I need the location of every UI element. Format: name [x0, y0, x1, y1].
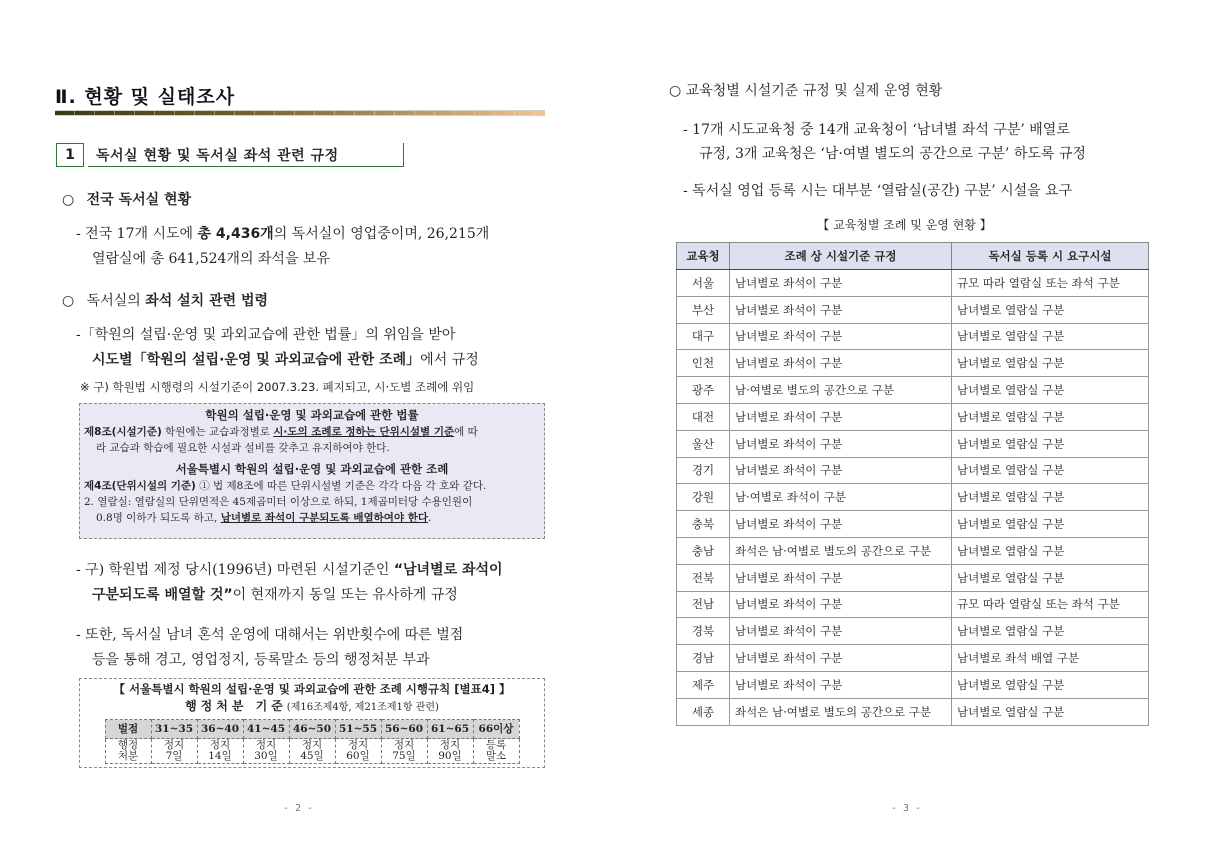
cell-registration: 남녀별로 열람실 구분 [952, 403, 1149, 430]
cell-registration: 남녀별로 열람실 구분 [952, 671, 1149, 698]
national-status-line-2: 열람실에 총 641,524개의 좌석을 보유 [92, 251, 330, 267]
cell-ordinance: 좌석은 남·여별로 별도의 공간으로 구분 [730, 698, 952, 725]
edu-office-table [676, 242, 1149, 726]
cell-registration: 남녀별로 열람실 구분 [952, 377, 1149, 404]
penalty-box-subtitle: 행정처분 기준(제16조제4항, 제21조제1항 관련) [185, 699, 439, 713]
cell-registration: 남녀별로 열람실 구분 [952, 457, 1149, 484]
circle-bullet-icon: ○ [62, 293, 75, 309]
cell-office: 광주 [677, 377, 730, 404]
cell-office: 인천 [677, 350, 730, 377]
table-row [677, 377, 1149, 404]
table-row [677, 564, 1149, 591]
cell-office: 부산 [677, 296, 730, 323]
cell-registration: 규모 따라 열람실 또는 좌석 구분 [952, 270, 1149, 297]
cell-ordinance: 남녀별로 좌석이 구분 [730, 618, 952, 645]
penalty-standard-box [79, 678, 545, 768]
legacy-standard-line-1: - 구) 학원법 제정 당시(1996년) 마련된 시설기준인 “남녀별로 좌석이 [76, 562, 503, 578]
section-heading [56, 143, 404, 167]
edu-office-line-1: - 17개 시도교육청 중 14개 교육청이 ‘남녀별 좌석 구분’ 배열로 [683, 122, 1070, 138]
table-row [677, 296, 1149, 323]
cell-office: 전북 [677, 564, 730, 591]
table-row [677, 671, 1149, 698]
penalty-table-header: 벌점 31~35 36~40 41~45 46~50 51~55 56~60 61~65 66이상 [105, 720, 519, 739]
penalty-line-1: - 또한, 독서실 남녀 혼석 운영에 대해서는 위반횟수에 따른 벌점 [76, 627, 464, 643]
col-header-office: 교육청 [677, 243, 730, 270]
cell-office: 울산 [677, 430, 730, 457]
cell-registration: 남녀별로 열람실 구분 [952, 698, 1149, 725]
section-title: 독서실 현황 및 독서실 좌석 관련 규정 [88, 143, 404, 167]
cell-office: 경남 [677, 645, 730, 672]
cell-registration: 남녀별로 열람실 구분 [952, 511, 1149, 538]
table-row [677, 350, 1149, 377]
cell-ordinance: 남녀별로 좌석이 구분 [730, 591, 952, 618]
cell-registration: 남녀별로 열람실 구분 [952, 296, 1149, 323]
cell-registration: 남녀별로 열람실 구분 [952, 323, 1149, 350]
cell-registration: 남녀별로 열람실 구분 [952, 484, 1149, 511]
table-row [677, 430, 1149, 457]
cell-ordinance: 남녀별로 좌석이 구분 [730, 270, 952, 297]
cell-ordinance: 남녀별로 좌석이 구분 [730, 430, 952, 457]
edu-office-line-2: 규정, 3개 교육청은 ‘남·여별 별도의 공간으로 구분’ 하도록 규정 [699, 146, 1086, 162]
table-row [677, 511, 1149, 538]
table-row [677, 537, 1149, 564]
cell-ordinance: 남녀별로 좌석이 구분 [730, 457, 952, 484]
cell-registration: 남녀별로 열람실 구분 [952, 430, 1149, 457]
chapter-title: Ⅱ. 현황 및 실태조사 [55, 86, 236, 108]
cell-registration: 남녀별로 좌석 배열 구분 [952, 645, 1149, 672]
cell-office: 충남 [677, 537, 730, 564]
penalty-line-2: 등을 통해 경고, 영업정지, 등록말소 등의 행정처분 부과 [92, 652, 430, 668]
section-number: 1 [56, 143, 84, 167]
cell-registration: 남녀별로 열람실 구분 [952, 618, 1149, 645]
cell-ordinance: 남·여별로 좌석이 구분 [730, 484, 952, 511]
cell-ordinance: 좌석은 남·여별로 별도의 공간으로 구분 [730, 537, 952, 564]
cell-office: 대구 [677, 323, 730, 350]
cell-registration: 남녀별로 열람실 구분 [952, 350, 1149, 377]
table-header-row [677, 243, 1149, 270]
table-row [677, 323, 1149, 350]
cell-office: 대전 [677, 403, 730, 430]
table-row [677, 457, 1149, 484]
table-row [677, 618, 1149, 645]
item-seat-law-heading: ○ 독서실의 좌석 설치 관련 법령 [62, 293, 269, 309]
cell-registration: 규모 따라 열람실 또는 좌석 구분 [952, 591, 1149, 618]
cell-office: 세종 [677, 698, 730, 725]
cell-ordinance: 남녀별로 좌석이 구분 [730, 323, 952, 350]
cell-ordinance: 남녀별로 좌석이 구분 [730, 671, 952, 698]
cell-office: 충북 [677, 511, 730, 538]
law-excerpt-box [79, 403, 545, 539]
edu-office-heading: ○ 교육청별 시설기준 규정 및 실제 운영 현황 [669, 83, 943, 99]
ordinance-title: 서울특별시 학원의 설립·운영 및 과외교습에 관한 조례 [175, 462, 449, 476]
law-title: 학원의 설립·운영 및 과외교습에 관한 법률 [205, 408, 419, 422]
cell-office: 서울 [677, 270, 730, 297]
table-row [677, 403, 1149, 430]
table-row [677, 645, 1149, 672]
page-number: - 2 - [283, 803, 314, 814]
cell-ordinance: 남녀별로 좌석이 구분 [730, 403, 952, 430]
col-header-registration: 독서실 등록 시 요구시설 [952, 243, 1149, 270]
edu-office-line-3: - 독서실 영업 등록 시는 대부분 ‘열람실(공간) 구분’ 시설을 요구 [683, 183, 1073, 199]
chapter-divider-bar [55, 110, 545, 116]
item-national-status-heading: ○ 전국 독서실 현황 [62, 192, 192, 208]
page-number: - 3 - [891, 803, 922, 814]
table-row [677, 698, 1149, 725]
article-8-line: 제8조(시설기준) 학원에는 교습과정별로 시·도의 조례로 정하는 단위시설별 기준에 따 [84, 426, 478, 438]
cell-ordinance: 남녀별로 좌석이 구분 [730, 350, 952, 377]
cell-office: 전남 [677, 591, 730, 618]
article-8-continued: 라 교습과 학습에 필요한 시설과 설비를 갖추고 유지하여야 한다. [96, 442, 390, 454]
cell-registration: 남녀별로 열람실 구분 [952, 564, 1149, 591]
national-status-line-1: - 전국 17개 시도에 총 4,436개의 독서실이 영업중이며, 26,215개 [76, 226, 490, 242]
cell-office: 강원 [677, 484, 730, 511]
cell-ordinance: 남녀별로 좌석이 구분 [730, 564, 952, 591]
circle-bullet-icon: ○ [62, 192, 75, 208]
cell-office: 경기 [677, 457, 730, 484]
penalty-box-title: 【 서울특별시 학원의 설립·운영 및 과외교습에 관한 조례 시행규칙 [별표4] 】 [113, 682, 511, 696]
table-row [677, 484, 1149, 511]
article-4-clause-2: 2. 열람실: 열람실의 단위면적은 45제곱미터 이상으로 하되, 1제곱미터당 수용인원이 [84, 496, 473, 508]
penalty-table-row: 행정 처분 정지 7일 정지 14일 정지 30일 정지 45일 정지 60일 정지 75일 정지 90일 등록 말소 [105, 739, 519, 764]
table-caption: 【 교육청별 조례 및 운영 현황 】 [817, 218, 992, 232]
seat-law-line-2: 시도별「학원의 설립·운영 및 과외교습에 관한 조례」에서 규정 [92, 352, 479, 368]
seat-law-line-1: -「학원의 설립·운영 및 과외교습에 관한 법률」의 위임을 받아 [76, 327, 456, 343]
col-header-ordinance: 조례 상 시설기준 규정 [730, 243, 952, 270]
cell-ordinance: 남녀별로 좌석이 구분 [730, 511, 952, 538]
penalty-table [105, 719, 520, 764]
cell-office: 제주 [677, 671, 730, 698]
seat-law-note: ※ 구) 학원법 시행령의 시설기준이 2007.3.23. 폐지되고, 시·도별 조례에 위임 [80, 380, 475, 394]
article-4-clause-2-continued: 0.8명 이하가 되도록 하고, 남녀별로 좌석이 구분되도록 배열하여야 한다. [96, 512, 432, 524]
legacy-standard-line-2: 구분되도록 배열할 것”이 현재까지 동일 또는 유사하게 규정 [92, 587, 458, 603]
table-row [677, 270, 1149, 297]
page-3 [603, 0, 1206, 854]
cell-registration: 남녀별로 열람실 구분 [952, 537, 1149, 564]
table-row [677, 591, 1149, 618]
cell-ordinance: 남녀별로 좌석이 구분 [730, 645, 952, 672]
cell-ordinance: 남녀별로 좌석이 구분 [730, 296, 952, 323]
article-4-line: 제4조(단위시설의 기준) ① 법 제8조에 따른 단위시설별 기준은 각각 다음 각 호와 같다. [84, 480, 487, 492]
cell-ordinance: 남·여별로 별도의 공간으로 구분 [730, 377, 952, 404]
cell-office: 경북 [677, 618, 730, 645]
